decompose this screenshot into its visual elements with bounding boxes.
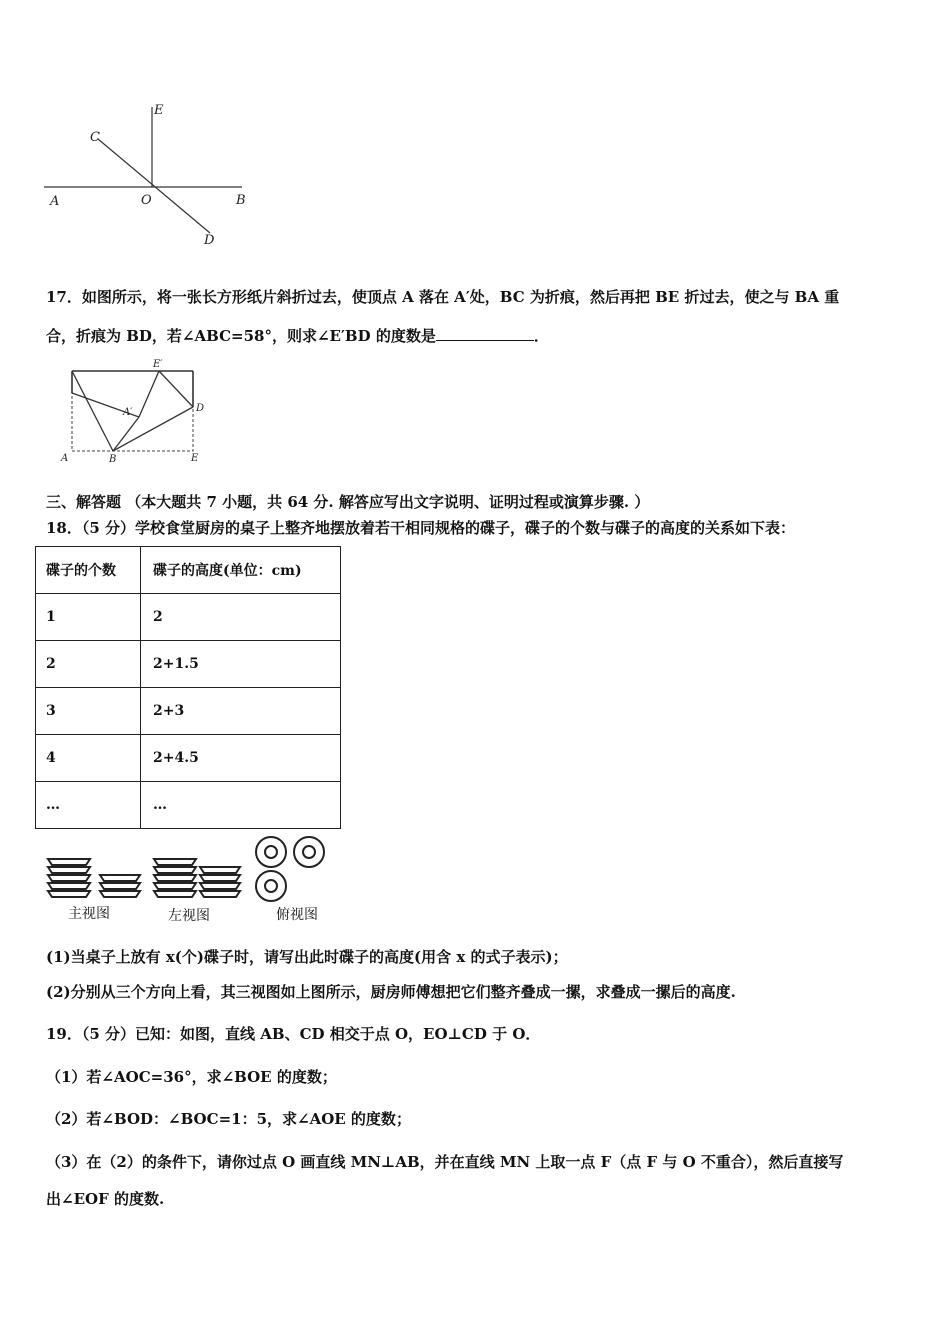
label-b: B bbox=[109, 454, 117, 465]
section-heading: 三、解答题 （本大题共 7 小题，共 64 分. 解答应写出文字说明、证明过程或演算步骤. ） bbox=[46, 493, 650, 511]
label-a: A bbox=[50, 194, 60, 209]
q18-intro: 18．（5 分）学校食堂厨房的桌子上整齐地摆放着若干相同规格的碟子，碟子的个数与碟子的高度的关系如下表： bbox=[46, 519, 796, 537]
table-cell: … bbox=[36, 782, 141, 829]
q18-part2: (2)分别从三个方向上看，其三视图如上图所示，厨房师傅想把它们整齐叠成一摞，求叠成一摞后的高度. bbox=[46, 983, 736, 1001]
table-cell: 1 bbox=[36, 594, 141, 641]
three-view-drawing bbox=[40, 835, 340, 905]
label-e: E bbox=[191, 453, 199, 464]
table-row bbox=[36, 782, 341, 829]
table-cell: 2+3 bbox=[141, 688, 341, 735]
table-row bbox=[36, 594, 341, 641]
fold-ba bbox=[113, 417, 139, 451]
label-e-prime: E′ bbox=[153, 359, 163, 370]
line-cd bbox=[98, 139, 210, 233]
label-e: E bbox=[154, 103, 164, 118]
q19-part3-line1: （3）在（2）的条件下，请你过点 O 画直线 MN⊥AB，并在直线 MN 上取一点 F（点 F 与 O 不重合），然后直接写 bbox=[46, 1153, 844, 1171]
table-row bbox=[36, 688, 341, 735]
label-a-prime: A′ bbox=[123, 407, 133, 418]
label-a: A bbox=[61, 453, 69, 464]
table-header-cell: 碟子的个数 bbox=[36, 547, 141, 594]
table-header-row bbox=[36, 547, 341, 594]
label-d: D bbox=[204, 233, 215, 248]
figure-intersecting-lines bbox=[40, 95, 260, 255]
label-d: D bbox=[196, 403, 205, 414]
fold-bc bbox=[72, 371, 113, 451]
q17-text-line1: 17．如图所示，将一张长方形纸片斜折过去，使顶点 A 落在 A′处，BC 为折痕，然后再把 BE 折过去，使之与 BA 重 bbox=[46, 288, 840, 306]
table-cell: 2 bbox=[36, 641, 141, 688]
table-row bbox=[36, 641, 341, 688]
front-view-label: 主视图 bbox=[68, 906, 110, 922]
left-view-label: 左视图 bbox=[168, 908, 210, 924]
label-o: O bbox=[141, 193, 152, 208]
q17-text-line2 bbox=[46, 325, 549, 346]
q19-part3-line2: 出∠EOF 的度数. bbox=[46, 1190, 165, 1208]
table-cell: 2+4.5 bbox=[141, 735, 341, 782]
table-header-cell: 碟子的高度(单位：cm) bbox=[141, 547, 341, 594]
q19-part2: （2）若∠BOD：∠BOC=1：5，求∠AOE 的度数； bbox=[46, 1110, 411, 1128]
table-cell: 4 bbox=[36, 735, 141, 782]
top-view-plates bbox=[256, 837, 324, 901]
front-view-stack-short bbox=[100, 875, 140, 897]
table-cell: … bbox=[141, 782, 341, 829]
left-view-stack-medium bbox=[200, 867, 240, 897]
q18-part1: (1)当桌子上放有 x(个)碟子时，请写出此时碟子的高度(用含 x 的式子表示)； bbox=[46, 948, 568, 966]
label-c: C bbox=[90, 130, 100, 145]
left-view-stack-tall bbox=[154, 859, 196, 897]
label-b: B bbox=[236, 193, 246, 208]
table-row bbox=[36, 735, 341, 782]
plates-table bbox=[35, 546, 341, 829]
figure-folded-rectangle bbox=[55, 355, 215, 465]
q19-part1: （1）若∠AOC=36°，求∠BOE 的度数； bbox=[46, 1068, 337, 1086]
table-cell: 2+1.5 bbox=[141, 641, 341, 688]
table-cell: 2 bbox=[141, 594, 341, 641]
q19-intro: 19．（5 分）已知：如图，直线 AB、CD 相交于点 O，EO⊥CD 于 O． bbox=[46, 1025, 541, 1043]
front-view-stack-tall bbox=[48, 859, 90, 897]
answer-blank[interactable] bbox=[436, 326, 534, 341]
table-cell: 3 bbox=[36, 688, 141, 735]
q17-text-line2-post: ． bbox=[533, 327, 549, 345]
rect-outline bbox=[72, 371, 193, 451]
fold-ae bbox=[139, 371, 159, 417]
q17-text-line2-pre: 合，折痕为 BD，若∠ABC=58°，则求∠E′BD 的度数是 bbox=[46, 327, 436, 345]
top-view-label: 俯视图 bbox=[276, 907, 318, 923]
fold-ed bbox=[159, 371, 193, 407]
